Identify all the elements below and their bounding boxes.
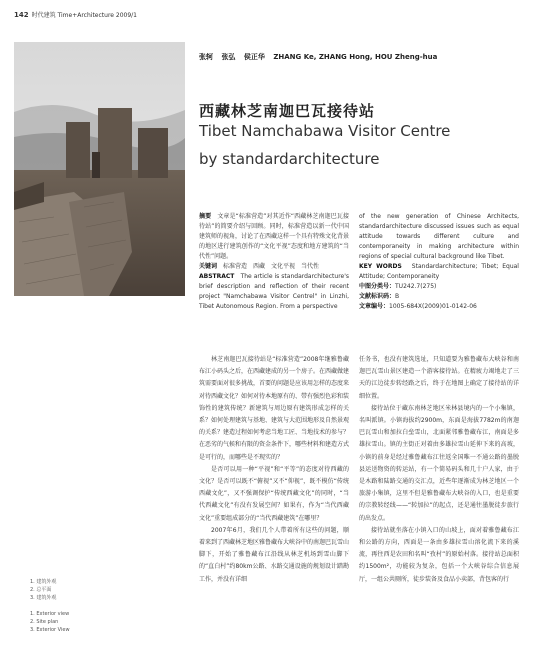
abstract-text-en: The article is standardarchitecture's brief description and reflection of their recent project "Namchabawa Visitor Centrel" in Linzhi, Tibet Autonomous Region. From a perspective (199, 273, 349, 310)
photo-illustration (14, 42, 185, 296)
abstract-cn (199, 212, 349, 262)
keywords-text-en: Standardarchitecture; Tibet; Equal Attitude; Contemporaneity (359, 263, 519, 280)
document-code (359, 292, 519, 302)
author-line (199, 52, 443, 62)
exterior-photo (14, 42, 185, 296)
title-chinese: 西藏林芝南迦巴瓦接待站 (199, 102, 376, 120)
document-code-value: B (395, 293, 400, 300)
clc-number (359, 282, 519, 292)
body-paragraph: 是否可以用一种“平视”和“平等”的态度对待西藏的文化？是否可以既不“俯视”又不“仰视”，既不模仿“传统西藏文化”，又不强调保护“传统西藏文化”的同时，“当代西藏文化”有没有发展空间？如果有，作为“当代西藏文化”重要组成部分的“当代西藏建筑”在哪里？ (199, 465, 349, 522)
caption-cn: 3. 建筑外观 (30, 595, 57, 601)
abstract-en-continued: of the new generation of Chinese Architects, standardarchitecture discussed issues such as equal attitude towards different culture and contemporaneity in making architecture within regions of special cultural background like Tibet. (359, 213, 519, 260)
article-number-label: 文章编号： (359, 303, 390, 310)
body-right-column (359, 354, 519, 586)
author-cn-2: 张弘 (221, 53, 236, 61)
caption-en: 3. Exterior View (30, 627, 70, 633)
abstract-en (199, 272, 349, 312)
article-number (359, 302, 519, 312)
caption-en: 2. Site plan (30, 619, 59, 625)
clc-label: 中图分类号： (359, 283, 396, 290)
body-paragraph: 接待站位于藏东南林芝地区米林县境内的一个小集镇，名叫派镇。小镇海拔约2900m，东面是海拔7782m的南迦巴瓦雪山和加拉白垒雪山，北面紧邻雅鲁藏布江，南面是多雄拉雪山。镇的主街正对着由多雄拉雪山延伸下来的高坡，小镇的前身是经过雅鲁藏布江往返全国唯一不通公路的墨脱县运送物资的转运站，有一个简易码头和几十户人家，由于是木路和陆路交通的交汇点，近些年逐渐成为林芝地区一个旅游小集镇，这里不但是雅鲁藏布大峡谷的入口，也是重要的宗教转经线——“转加拉”的起点，还是通往墨脱徒步旅行的出发点。 (359, 404, 519, 522)
running-header (14, 10, 137, 19)
journal-name: 时代建筑 Time+Architecture 2009/1 (31, 12, 137, 19)
caption-en: 1. Exterior view (30, 611, 70, 617)
body-left-column (199, 354, 349, 586)
clc-value: TU242.7(275) (395, 283, 437, 290)
title-english-line-1: Tibet Namchabawa Visitor Centre (199, 122, 451, 140)
abstract-right-column (359, 212, 519, 312)
author-cn-1: 张轲 (199, 53, 213, 61)
document-code-label: 文献标识码： (359, 293, 396, 300)
authors-en: ZHANG Ke, ZHANG Hong, HOU Zheng-hua (273, 53, 438, 61)
abstract-left-column (199, 212, 349, 312)
keywords-en (359, 262, 519, 282)
body-paragraph: 接待站就坐落在小镇入口的山坡上，面对着雅鲁藏布江和公路的方向，西面是一条由多雄拉雪山溶化流下来的溪流，再往西是农田和名叫“孜村”的原始村落。接待站总面积约1500m²，功能较为复杂，包括一个大峡谷综合信息展厅，一组公共厕所，徒步装备及食品小卖部，背包客的行 (359, 526, 519, 583)
author-cn-3: 侯正华 (243, 53, 265, 61)
abstract-text-cn: 文章是“标准营造”对其近作“西藏林芝南迦巴瓦接待站”的简要介绍与回顾。同时，标准营造以新一代中国建筑师的视角，讨论了在西藏这样一个具有特殊文化背景的地区进行建筑创作的“文化平视”态度和地方建筑的“当代性”问题。 (199, 213, 350, 260)
title-english-line-2: by standardarchitecture (199, 150, 380, 168)
keywords-label-cn: 关键词 (199, 263, 218, 270)
body-paragraph: 林芝南迦巴瓦接待站是“标准营造”2008年继雅鲁藏布江小码头之后，在西藏建成的另一个房子。在西藏做建筑需要面对很多挑战，首要的问题是应该用怎样的态度来对待西藏文化？如何对待本地原有的、带有强烈色彩和装饰性的建筑传统？新建筑与周边原有建筑形成怎样的关系？如何处理建筑与基地、建筑与大范围地形及自然景观的关系？建造过程如何考虑当地工匠、当地技术的参与？在恶劣的气候和有限的资金条件下，哪些材料和建造方式是可行的，而哪些是不现实的？ (199, 356, 350, 461)
caption-cn: 2. 总平面 (30, 587, 52, 593)
body-paragraph: 2007年6月，我们几个人带着所有这些的问题，顺着来到了西藏林芝地区雅鲁藏布大峡谷中的南迦巴瓦雪山脚下，开始了雅鲁藏布江沿线从林芝机场到雪山脚下的“直白村”约80km公路、水路交通设施的规划设计踏勘工作，并没有详细 (199, 526, 350, 583)
keywords-cn (199, 262, 349, 272)
keywords-text-cn: 标准营造 西藏 文化平视 当代性 (223, 263, 320, 270)
article-number-value: 1005-684X(2009)01-0142-06 (389, 303, 477, 310)
caption-cn: 1. 建筑外观 (30, 579, 57, 585)
figure-captions (30, 578, 70, 634)
page-number: 142 (14, 11, 29, 19)
abstract-label-cn: 摘要 (199, 213, 212, 220)
body-paragraph: 任务书，也没有建筑选址，只知道要为雅鲁藏布大峡谷和南迦巴瓦雪山景区建造一个游客接待站。在精疲力竭地走了三天的江边徒步转经路之后，终于在地图上确定了接待站的详细位置。 (359, 356, 519, 400)
abstract-label-en: ABSTRACT (199, 273, 235, 280)
keywords-label-en: KEY WORDS (359, 263, 402, 270)
